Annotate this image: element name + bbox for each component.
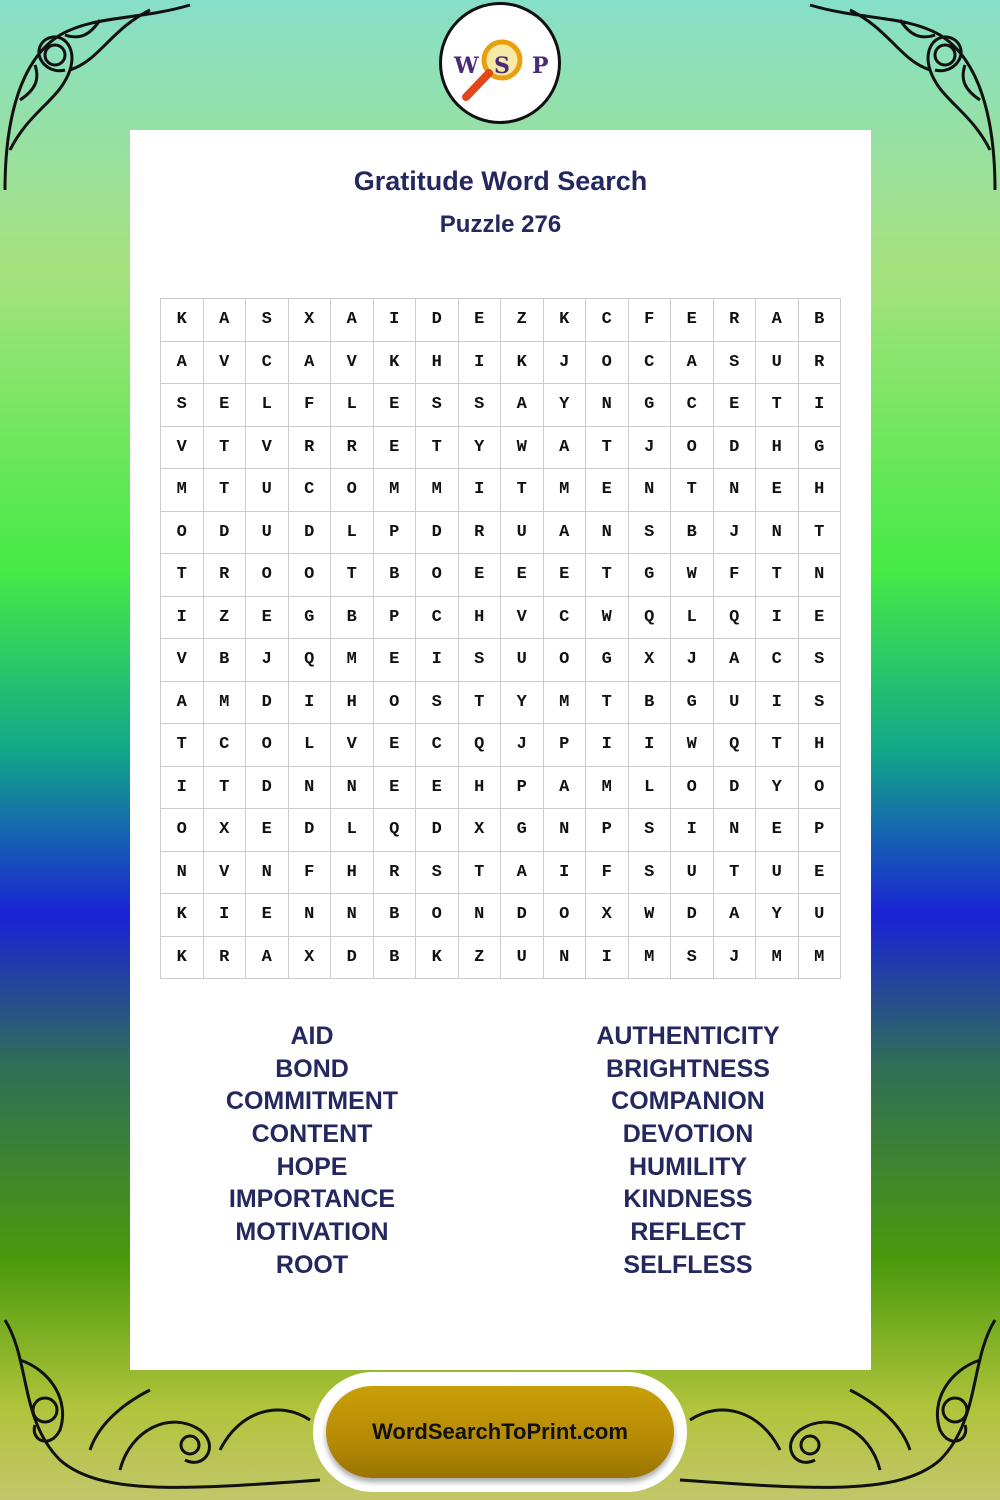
grid-cell[interactable]: G [501, 809, 544, 852]
grid-cell[interactable]: G [586, 639, 629, 682]
grid-cell[interactable]: V [331, 724, 374, 767]
grid-cell[interactable]: T [714, 852, 757, 895]
grid-cell[interactable]: I [629, 724, 672, 767]
grid-cell[interactable]: M [204, 682, 247, 725]
grid-cell[interactable]: O [544, 639, 587, 682]
grid-cell[interactable]: N [544, 937, 587, 980]
grid-cell[interactable]: D [714, 427, 757, 470]
grid-cell[interactable]: S [671, 937, 714, 980]
grid-cell[interactable]: R [204, 937, 247, 980]
grid-cell[interactable]: M [161, 469, 204, 512]
word-list-item: KINDNESS [623, 1185, 753, 1214]
grid-cell[interactable]: K [544, 299, 587, 342]
grid-cell[interactable]: A [161, 682, 204, 725]
grid-cell[interactable]: K [161, 299, 204, 342]
grid-cell[interactable]: N [799, 554, 842, 597]
grid-cell[interactable]: F [586, 852, 629, 895]
word-list-item: IMPORTANCE [228, 1185, 396, 1214]
grid-cell[interactable]: T [161, 554, 204, 597]
grid-cell[interactable]: H [331, 852, 374, 895]
grid-cell[interactable]: H [459, 767, 502, 810]
grid-cell[interactable]: C [756, 639, 799, 682]
grid-cell[interactable]: I [799, 384, 842, 427]
grid-cell[interactable]: A [161, 342, 204, 385]
grid-cell[interactable]: O [246, 724, 289, 767]
grid-cell[interactable]: Q [289, 639, 332, 682]
grid-cell[interactable]: R [204, 554, 247, 597]
grid-cell[interactable]: A [501, 852, 544, 895]
grid-cell[interactable]: X [289, 937, 332, 980]
grid-cell[interactable]: O [416, 894, 459, 937]
grid-cell[interactable]: P [501, 767, 544, 810]
grid-cell[interactable]: D [246, 682, 289, 725]
grid-cell[interactable]: U [246, 512, 289, 555]
footer-banner[interactable] [326, 1386, 674, 1478]
grid-cell[interactable]: C [416, 724, 459, 767]
grid-cell[interactable]: Z [204, 597, 247, 640]
grid-cell[interactable]: T [161, 724, 204, 767]
grid-cell[interactable]: J [246, 639, 289, 682]
grid-cell[interactable]: X [586, 894, 629, 937]
word-list-item: AID [290, 1022, 334, 1050]
grid-cell[interactable]: N [586, 384, 629, 427]
grid-cell[interactable]: I [161, 767, 204, 810]
grid-cell[interactable]: A [331, 299, 374, 342]
grid-cell[interactable]: R [374, 852, 417, 895]
grid-cell[interactable]: T [756, 384, 799, 427]
grid-cell[interactable]: E [544, 554, 587, 597]
grid-cell[interactable]: E [756, 469, 799, 512]
grid-cell[interactable]: N [544, 809, 587, 852]
grid-cell[interactable]: E [374, 767, 417, 810]
grid-cell[interactable]: H [799, 469, 842, 512]
grid-cell[interactable]: Y [501, 682, 544, 725]
word-list-item: AUTHENTICITY [596, 1022, 780, 1050]
grid-cell[interactable]: D [331, 937, 374, 980]
grid-cell[interactable]: J [629, 427, 672, 470]
grid-cell[interactable]: D [246, 767, 289, 810]
grid-cell[interactable]: S [459, 384, 502, 427]
grid-cell[interactable]: E [501, 554, 544, 597]
word-list-item: MOTIVATION [235, 1218, 389, 1247]
puzzle-title: Gratitude Word Search [353, 166, 648, 196]
grid-cell[interactable]: L [331, 512, 374, 555]
grid-cell[interactable]: F [629, 299, 672, 342]
grid-cell[interactable]: U [714, 682, 757, 725]
grid-cell[interactable]: G [629, 384, 672, 427]
grid-cell[interactable]: O [416, 554, 459, 597]
grid-cell[interactable]: M [416, 469, 459, 512]
grid-cell[interactable]: I [671, 809, 714, 852]
grid-cell[interactable]: K [416, 937, 459, 980]
grid-cell[interactable]: K [161, 894, 204, 937]
word-list-item: COMPANION [611, 1087, 765, 1116]
grid-cell[interactable]: R [459, 512, 502, 555]
grid-cell[interactable]: D [416, 299, 459, 342]
grid-cell[interactable]: V [161, 639, 204, 682]
grid-cell[interactable]: G [629, 554, 672, 597]
grid-cell[interactable]: E [459, 554, 502, 597]
grid-cell[interactable]: I [204, 894, 247, 937]
grid-cell[interactable]: A [204, 299, 247, 342]
word-list-item: COMMITMENT [225, 1087, 399, 1116]
grid-cell[interactable]: H [756, 427, 799, 470]
grid-cell[interactable]: T [586, 427, 629, 470]
grid-cell[interactable]: L [629, 767, 672, 810]
grid-cell[interactable]: R [714, 299, 757, 342]
grid-cell[interactable]: Q [714, 597, 757, 640]
grid-cell[interactable]: Q [374, 809, 417, 852]
grid-cell[interactable]: O [374, 682, 417, 725]
grid-cell[interactable]: S [161, 384, 204, 427]
grid-cell[interactable]: H [331, 682, 374, 725]
grid-cell[interactable]: B [799, 299, 842, 342]
grid-cell[interactable]: J [714, 512, 757, 555]
grid-cell[interactable]: D [671, 894, 714, 937]
grid-cell[interactable]: E [799, 597, 842, 640]
grid-cell[interactable]: E [246, 894, 289, 937]
grid-cell[interactable]: K [501, 342, 544, 385]
grid-cell[interactable]: I [586, 937, 629, 980]
grid-cell[interactable]: O [544, 894, 587, 937]
grid-cell[interactable]: U [501, 937, 544, 980]
grid-cell[interactable]: M [331, 639, 374, 682]
grid-cell[interactable]: A [246, 937, 289, 980]
grid-cell[interactable]: Q [459, 724, 502, 767]
grid-cell[interactable]: A [289, 342, 332, 385]
grid-cell[interactable]: U [799, 894, 842, 937]
grid-cell[interactable]: W [671, 724, 714, 767]
grid-cell[interactable]: O [161, 809, 204, 852]
grid-cell[interactable]: T [671, 469, 714, 512]
grid-cell[interactable]: S [629, 852, 672, 895]
footer-site-link[interactable]: WordSearchToPrint.com [372, 1419, 628, 1444]
grid-cell[interactable]: A [544, 427, 587, 470]
word-list-item: CONTENT [251, 1120, 373, 1149]
grid-cell[interactable]: W [671, 554, 714, 597]
grid-cell[interactable]: B [629, 682, 672, 725]
grid-cell[interactable]: D [416, 512, 459, 555]
grid-cell[interactable]: L [289, 724, 332, 767]
grid-cell[interactable]: E [374, 724, 417, 767]
grid-cell[interactable]: P [586, 809, 629, 852]
grid-cell[interactable]: Z [459, 937, 502, 980]
grid-cell[interactable]: F [289, 852, 332, 895]
grid-cell[interactable]: I [161, 597, 204, 640]
grid-cell[interactable]: N [331, 767, 374, 810]
grid-cell[interactable]: L [331, 809, 374, 852]
grid-cell[interactable]: Q [629, 597, 672, 640]
grid-cell[interactable]: M [544, 469, 587, 512]
grid-cell[interactable]: A [544, 512, 587, 555]
grid-cell[interactable]: N [331, 894, 374, 937]
word-list-item: DEVOTION [622, 1120, 754, 1149]
grid-cell[interactable]: T [459, 682, 502, 725]
puzzle-card [130, 130, 871, 1370]
grid-cell[interactable]: O [586, 342, 629, 385]
grid-cell[interactable]: C [289, 469, 332, 512]
grid-cell[interactable]: I [416, 639, 459, 682]
grid-cell[interactable]: I [289, 682, 332, 725]
letter-grid [160, 298, 841, 979]
grid-cell[interactable]: X [459, 809, 502, 852]
grid-cell[interactable]: T [416, 427, 459, 470]
grid-cell[interactable]: A [501, 384, 544, 427]
grid-cell[interactable]: J [544, 342, 587, 385]
grid-cell[interactable]: U [501, 512, 544, 555]
grid-cell[interactable]: T [331, 554, 374, 597]
grid-cell[interactable]: N [161, 852, 204, 895]
grid-cell[interactable]: G [671, 682, 714, 725]
grid-cell[interactable]: T [756, 724, 799, 767]
grid-cell[interactable]: S [629, 809, 672, 852]
grid-cell[interactable]: O [331, 469, 374, 512]
grid-cell[interactable]: A [671, 342, 714, 385]
grid-cell[interactable]: V [204, 342, 247, 385]
grid-cell[interactable]: Y [756, 767, 799, 810]
grid-cell[interactable]: K [161, 937, 204, 980]
grid-cell[interactable]: S [246, 299, 289, 342]
grid-cell[interactable]: G [799, 427, 842, 470]
grid-cell[interactable]: Y [459, 427, 502, 470]
grid-cell[interactable]: D [501, 894, 544, 937]
grid-cell[interactable]: I [544, 852, 587, 895]
grid-cell[interactable]: L [246, 384, 289, 427]
grid-cell[interactable]: D [416, 809, 459, 852]
grid-cell[interactable]: A [714, 639, 757, 682]
grid-cell[interactable]: T [204, 469, 247, 512]
grid-cell[interactable]: E [459, 299, 502, 342]
grid-cell[interactable]: C [416, 597, 459, 640]
grid-cell[interactable]: E [246, 597, 289, 640]
grid-cell[interactable]: N [289, 894, 332, 937]
grid-cell[interactable]: C [629, 342, 672, 385]
grid-cell[interactable]: X [629, 639, 672, 682]
grid-cell[interactable]: E [416, 767, 459, 810]
grid-cell[interactable]: U [756, 342, 799, 385]
grid-cell[interactable]: G [289, 597, 332, 640]
grid-cell[interactable]: O [246, 554, 289, 597]
grid-cell[interactable]: Q [714, 724, 757, 767]
grid-cell[interactable]: S [799, 639, 842, 682]
grid-cell[interactable]: I [374, 299, 417, 342]
grid-cell[interactable]: B [204, 639, 247, 682]
grid-cell[interactable]: S [459, 639, 502, 682]
grid-cell[interactable]: L [671, 597, 714, 640]
grid-cell[interactable]: E [374, 427, 417, 470]
grid-cell[interactable]: C [586, 299, 629, 342]
grid-cell[interactable]: E [714, 384, 757, 427]
grid-cell[interactable]: B [374, 894, 417, 937]
grid-cell[interactable]: N [586, 512, 629, 555]
grid-cell[interactable]: F [714, 554, 757, 597]
grid-cell[interactable]: Y [756, 894, 799, 937]
grid-cell[interactable]: V [331, 342, 374, 385]
word-list-item: REFLECT [630, 1218, 746, 1247]
grid-cell[interactable]: A [756, 299, 799, 342]
grid-cell[interactable]: X [204, 809, 247, 852]
grid-cell[interactable]: Z [501, 299, 544, 342]
grid-cell[interactable]: J [671, 639, 714, 682]
grid-cell[interactable]: X [289, 299, 332, 342]
grid-cell[interactable]: E [586, 469, 629, 512]
grid-cell[interactable]: P [374, 597, 417, 640]
grid-cell[interactable]: O [289, 554, 332, 597]
grid-cell[interactable]: H [799, 724, 842, 767]
grid-cell[interactable]: V [246, 427, 289, 470]
grid-cell[interactable]: O [671, 767, 714, 810]
word-list-item: BOND [275, 1054, 349, 1083]
grid-cell[interactable]: O [799, 767, 842, 810]
site-logo[interactable] [439, 2, 561, 124]
grid-cell[interactable]: S [416, 682, 459, 725]
grid-cell[interactable]: H [416, 342, 459, 385]
grid-cell[interactable]: N [756, 512, 799, 555]
grid-cell[interactable]: B [374, 937, 417, 980]
grid-cell[interactable]: W [501, 427, 544, 470]
grid-cell[interactable]: E [671, 299, 714, 342]
grid-cell[interactable]: A [714, 894, 757, 937]
grid-cell[interactable]: V [204, 852, 247, 895]
grid-cell[interactable]: C [246, 342, 289, 385]
grid-cell[interactable]: D [289, 809, 332, 852]
grid-cell[interactable]: C [204, 724, 247, 767]
grid-cell[interactable]: E [799, 852, 842, 895]
word-list-item: ROOT [275, 1250, 349, 1279]
grid-cell[interactable]: I [586, 724, 629, 767]
grid-cell[interactable]: K [374, 342, 417, 385]
grid-cell[interactable]: I [459, 469, 502, 512]
grid-cell[interactable]: O [161, 512, 204, 555]
grid-cell[interactable]: R [331, 427, 374, 470]
grid-cell[interactable]: H [459, 597, 502, 640]
grid-cell[interactable]: T [204, 767, 247, 810]
grid-cell[interactable]: S [416, 852, 459, 895]
word-list-item: BRIGHTNESS [606, 1054, 770, 1083]
grid-cell[interactable]: S [629, 512, 672, 555]
puzzle-number: Puzzle 276 [439, 211, 562, 238]
grid-cell[interactable]: T [501, 469, 544, 512]
grid-cell[interactable]: E [756, 809, 799, 852]
grid-cell[interactable]: T [586, 682, 629, 725]
grid-cell[interactable]: F [289, 384, 332, 427]
grid-cell[interactable]: M [629, 937, 672, 980]
grid-cell[interactable]: N [714, 469, 757, 512]
grid-cell[interactable]: S [799, 682, 842, 725]
grid-cell[interactable]: E [246, 809, 289, 852]
grid-cell[interactable]: C [544, 597, 587, 640]
grid-cell[interactable]: M [544, 682, 587, 725]
word-list-left [162, 1020, 462, 1282]
grid-cell[interactable]: D [714, 767, 757, 810]
grid-cell[interactable]: N [629, 469, 672, 512]
grid-cell[interactable]: E [204, 384, 247, 427]
grid-cell[interactable]: T [459, 852, 502, 895]
grid-cell[interactable]: S [714, 342, 757, 385]
grid-cell[interactable]: M [586, 767, 629, 810]
word-list-item: SELFLESS [623, 1250, 753, 1279]
grid-cell[interactable]: N [714, 809, 757, 852]
grid-cell[interactable]: R [289, 427, 332, 470]
grid-cell[interactable]: T [204, 427, 247, 470]
logo-letter-p: P [532, 53, 549, 79]
grid-cell[interactable]: U [246, 469, 289, 512]
grid-cell[interactable]: N [246, 852, 289, 895]
grid-cell[interactable]: C [671, 384, 714, 427]
logo-letter-w: W [454, 53, 479, 79]
grid-cell[interactable]: P [799, 809, 842, 852]
grid-cell[interactable]: M [374, 469, 417, 512]
grid-cell[interactable]: S [416, 384, 459, 427]
grid-cell[interactable]: R [799, 342, 842, 385]
grid-cell[interactable]: B [331, 597, 374, 640]
grid-cell[interactable]: N [459, 894, 502, 937]
word-list-right [538, 1020, 838, 1282]
grid-cell[interactable]: I [459, 342, 502, 385]
grid-cell[interactable]: E [374, 639, 417, 682]
grid-cell[interactable]: V [161, 427, 204, 470]
grid-cell[interactable]: D [289, 512, 332, 555]
grid-cell[interactable]: B [671, 512, 714, 555]
grid-cell[interactable]: P [544, 724, 587, 767]
grid-cell[interactable]: N [289, 767, 332, 810]
logo-letter-s: S [494, 53, 510, 79]
grid-cell[interactable]: M [799, 937, 842, 980]
grid-cell[interactable]: T [799, 512, 842, 555]
grid-cell[interactable]: I [756, 597, 799, 640]
grid-cell[interactable]: Y [544, 384, 587, 427]
grid-cell[interactable]: J [501, 724, 544, 767]
word-list-item: HUMILITY [628, 1152, 748, 1181]
grid-cell[interactable]: U [756, 852, 799, 895]
grid-cell[interactable]: B [374, 554, 417, 597]
grid-cell[interactable]: U [671, 852, 714, 895]
grid-cell[interactable]: L [331, 384, 374, 427]
grid-cell[interactable]: M [756, 937, 799, 980]
grid-cell[interactable]: E [374, 384, 417, 427]
grid-cell[interactable]: U [501, 639, 544, 682]
grid-cell[interactable]: O [671, 427, 714, 470]
grid-cell[interactable]: A [544, 767, 587, 810]
grid-cell[interactable]: W [629, 894, 672, 937]
grid-cell[interactable]: P [374, 512, 417, 555]
word-list-item: HOPE [276, 1152, 348, 1181]
grid-cell[interactable]: J [714, 937, 757, 980]
grid-cell[interactable]: V [501, 597, 544, 640]
grid-cell[interactable]: W [586, 597, 629, 640]
grid-cell[interactable]: I [756, 682, 799, 725]
grid-cell[interactable]: T [586, 554, 629, 597]
grid-cell[interactable]: T [756, 554, 799, 597]
grid-cell[interactable]: D [204, 512, 247, 555]
